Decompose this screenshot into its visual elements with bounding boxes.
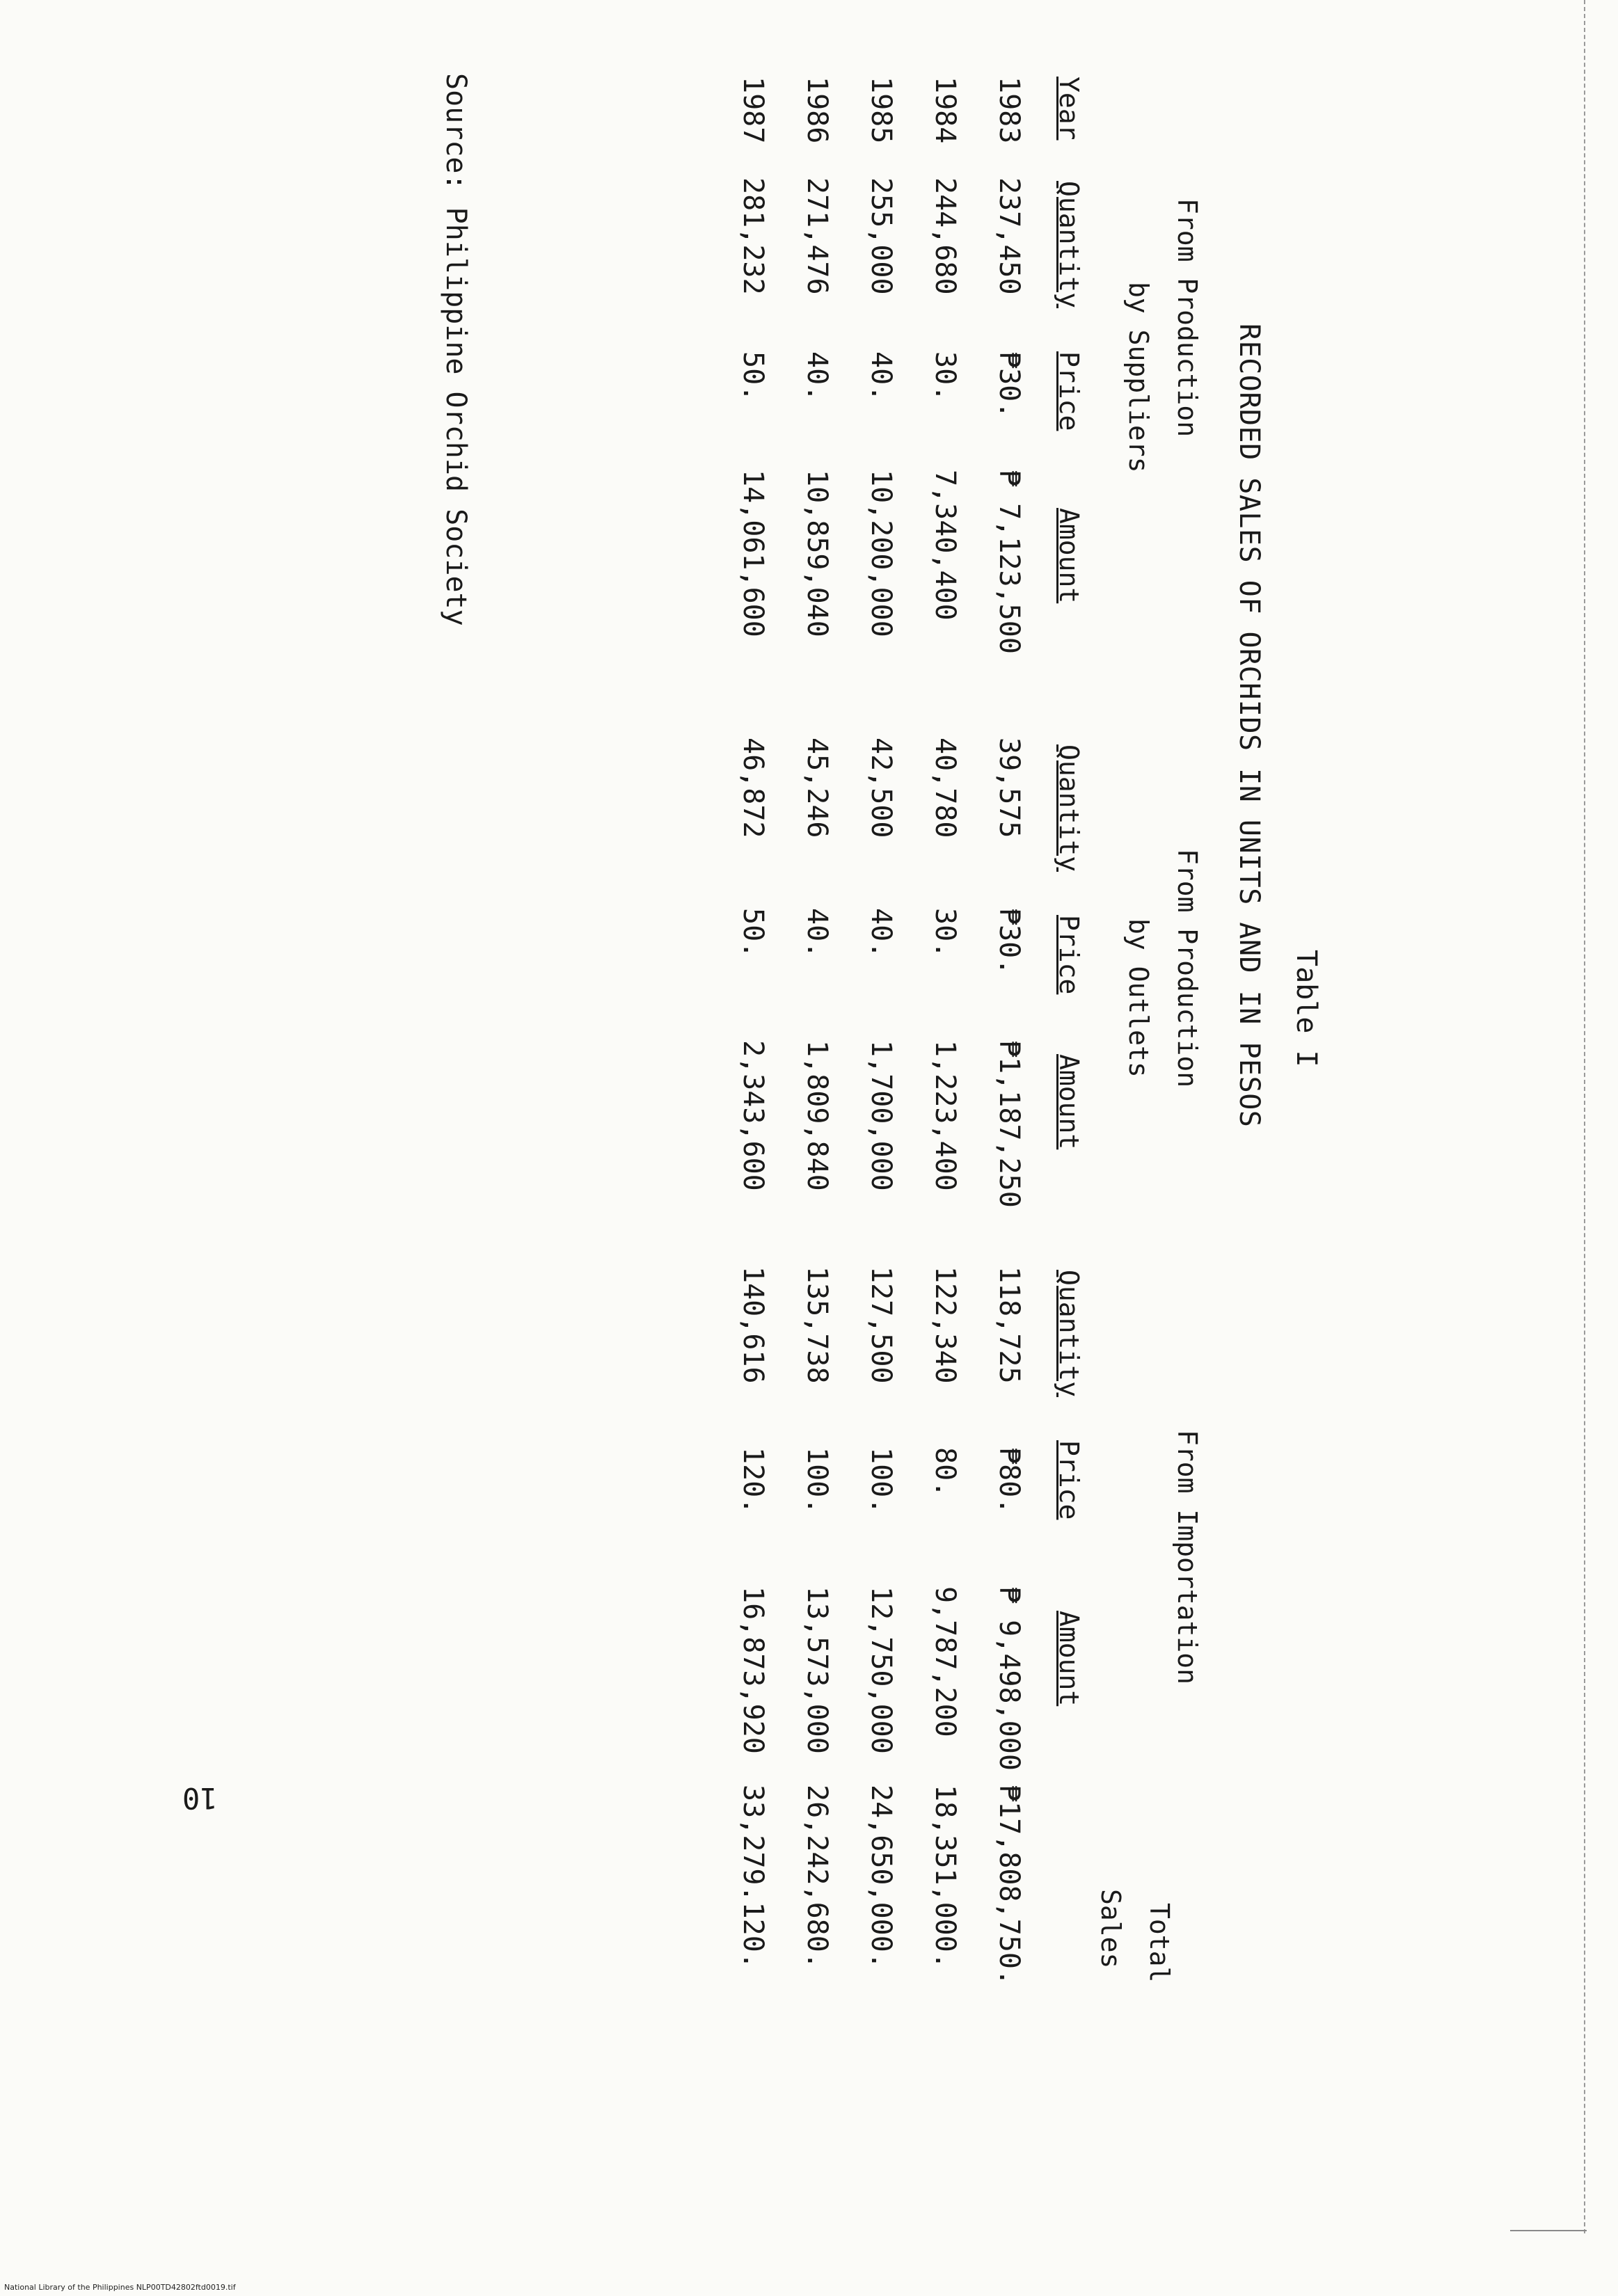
outlet-amount-cell: ₱1,187,250 xyxy=(993,1040,1025,1208)
group-outlets-line2: by Outlets xyxy=(1123,918,1154,1078)
outlet-amount-cell: 1,809,840 xyxy=(801,1040,833,1191)
year-cell: 1984 xyxy=(929,77,961,144)
outlet-amount-cell: 1,223,400 xyxy=(929,1040,961,1191)
supplier-price-cell: ₱30. xyxy=(993,351,1025,419)
header-supplier-amount: Amount xyxy=(1054,508,1084,604)
outlet-price-cell: 40. xyxy=(801,908,833,959)
supplier-amount-cell: 7,340,400 xyxy=(929,470,961,621)
outlet-quantity-cell: 39,575 xyxy=(993,738,1025,838)
import-price-cell: 80. xyxy=(929,1447,961,1498)
import-quantity-cell: 140,616 xyxy=(737,1266,769,1384)
import-amount-cell: 16,873,920 xyxy=(737,1586,769,1754)
supplier-quantity-cell: 255,000 xyxy=(865,177,897,295)
outlet-price-cell: ₱30. xyxy=(993,908,1025,975)
supplier-quantity-cell: 244,680 xyxy=(929,177,961,295)
total-sales-cell: ₱17,808,750. xyxy=(993,1785,1025,1986)
year-cell: 1983 xyxy=(993,77,1025,144)
supplier-price-cell: 40. xyxy=(801,351,833,402)
page-edge-line xyxy=(1584,0,1585,2233)
group-total-line2: Sales xyxy=(1095,1889,1126,1969)
header-supplier-price: Price xyxy=(1054,351,1084,431)
header-year: Year xyxy=(1054,77,1084,141)
rotated-table xyxy=(80,73,1333,2021)
supplier-amount-cell: 14,061,600 xyxy=(737,470,769,637)
import-quantity-cell: 122,340 xyxy=(929,1266,961,1384)
outlet-quantity-cell: 46,872 xyxy=(737,738,769,838)
year-cell: 1986 xyxy=(801,77,833,144)
group-importation: From Importation xyxy=(1172,1430,1203,1685)
supplier-quantity-cell: 281,232 xyxy=(737,177,769,295)
total-sales-cell: 26,242,680. xyxy=(801,1785,833,1969)
scan-footer: National Library of the Philippines NLP00TD42802ftd0019.tif xyxy=(4,2283,236,2292)
group-outlets-line1: From Production xyxy=(1172,849,1203,1088)
import-price-cell: 100. xyxy=(865,1447,897,1515)
outlet-amount-cell: 2,343,600 xyxy=(737,1040,769,1191)
group-suppliers-line2: by Suppliers xyxy=(1123,282,1154,473)
total-sales-cell: 18,351,000. xyxy=(929,1785,961,1969)
outlet-price-cell: 30. xyxy=(929,908,961,959)
import-price-cell: ₱80. xyxy=(993,1447,1025,1515)
import-amount-cell: 13,573,000 xyxy=(801,1586,833,1754)
outlet-quantity-cell: 45,246 xyxy=(801,738,833,838)
supplier-amount-cell: ₱ 7,123,500 xyxy=(993,470,1025,654)
header-outlet-amount: Amount xyxy=(1054,1054,1084,1150)
header-outlet-quantity: Quantity xyxy=(1054,744,1084,872)
import-price-cell: 100. xyxy=(801,1447,833,1515)
header-outlet-price: Price xyxy=(1054,915,1084,995)
table-source: Source: Philippine Orchid Society xyxy=(440,73,472,626)
supplier-amount-cell: 10,200,000 xyxy=(865,470,897,637)
import-quantity-cell: 118,725 xyxy=(993,1266,1025,1384)
header-import-amount: Amount xyxy=(1054,1611,1084,1707)
import-quantity-cell: 135,738 xyxy=(801,1266,833,1384)
total-sales-cell: 24,650,000. xyxy=(865,1785,897,1969)
outlet-price-cell: 50. xyxy=(737,908,769,959)
import-amount-cell: 12,750,000 xyxy=(865,1586,897,1754)
supplier-amount-cell: 10,859,040 xyxy=(801,470,833,637)
supplier-price-cell: 50. xyxy=(737,351,769,402)
import-amount-cell: ₱ 9,498,000 xyxy=(993,1586,1025,1771)
header-import-quantity: Quantity xyxy=(1054,1270,1084,1398)
header-supplier-quantity: Quantity xyxy=(1054,181,1084,309)
year-cell: 1987 xyxy=(737,77,769,144)
import-amount-cell: 9,787,200 xyxy=(929,1586,961,1737)
total-sales-cell: 33,279.120. xyxy=(737,1785,769,1969)
outlet-amount-cell: 1,700,000 xyxy=(865,1040,897,1191)
table-subtitle: RECORDED SALES OF ORCHIDS IN UNITS AND IN PESOS xyxy=(1233,324,1265,1128)
header-import-price: Price xyxy=(1054,1440,1084,1520)
table-title: Table I xyxy=(1290,950,1322,1067)
import-price-cell: 120. xyxy=(737,1447,769,1515)
import-quantity-cell: 127,500 xyxy=(865,1266,897,1384)
supplier-quantity-cell: 237,450 xyxy=(993,177,1025,295)
page-edge-mark xyxy=(1510,2230,1587,2231)
outlet-quantity-cell: 40,780 xyxy=(929,738,961,838)
supplier-price-cell: 40. xyxy=(865,351,897,402)
supplier-quantity-cell: 271,476 xyxy=(801,177,833,295)
supplier-price-cell: 30. xyxy=(929,351,961,402)
outlet-price-cell: 40. xyxy=(865,908,897,959)
year-cell: 1985 xyxy=(865,77,897,144)
page-number: 10 xyxy=(182,1781,218,1815)
group-suppliers-line1: From Production xyxy=(1172,198,1203,438)
outlet-quantity-cell: 42,500 xyxy=(865,738,897,838)
group-total-line1: Total xyxy=(1144,1903,1175,1983)
